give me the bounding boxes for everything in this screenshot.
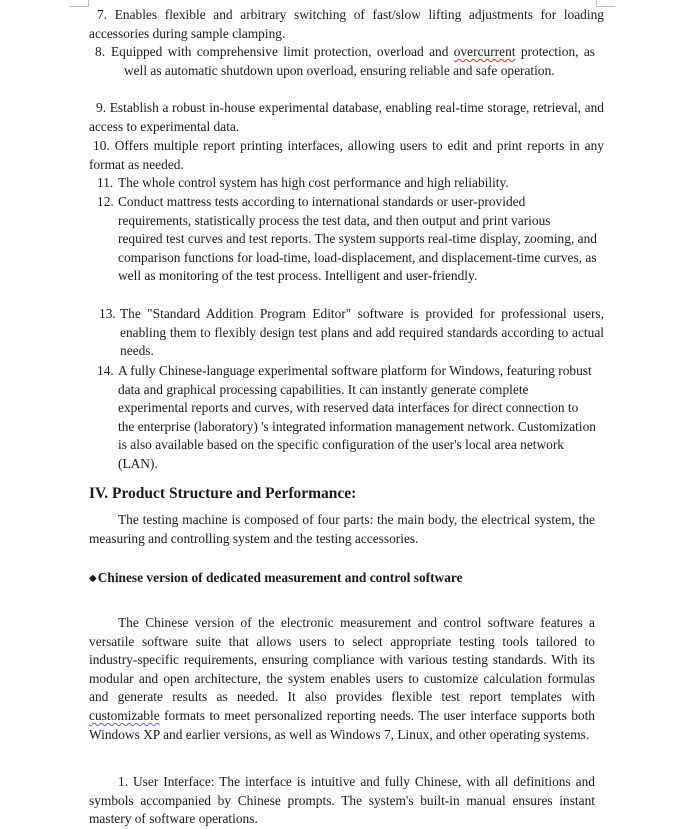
list-item-text: The "Standard Addition Program Editor" software is provided for professional users, enabling them to flexibly design test plans and add required standards according to actual needs. [120,306,604,359]
list-item-number: 12. [97,194,114,209]
list-item-8 [95,43,595,80]
diamond-bullet-icon: ◆ [89,573,97,584]
software-paragraph-text: The Chinese version of the electronic measurement and control software features a versatile software suite that allows users to select appropriate testing tools tailored to industry-specific requirements, ensuring compliance with various testing standards. With its modular and open architecture, the system enables users to customize calculation formulas and generate results as needed. It also provides flexible test report templates with [89,615,595,705]
user-interface-paragraph: 1. User Interface: The interface is intuitive and fully Chinese, with all definitions and symbols accompanied by Chinese prompts. The system's built-in manual ensures instant mastery of software operations. [89,774,595,827]
list-item-text-continued: protection, as well as automatic shutdown upon overload, ensuring reliable and safe operation. [124,44,595,78]
list-item-12 [97,193,597,286]
list-item-number: 9. [96,100,107,115]
list-item-text: Establish a robust in-house experimental database, enabling real-time storage, retrieval, and access to experimental data. [89,100,604,134]
list-item-number: 7. [97,7,108,22]
list-item-number: 14. [97,363,114,378]
list-item-10 [89,137,604,174]
software-paragraph [89,614,595,744]
list-item-text: The whole control system has high cost performance and high reliability. [118,175,509,190]
list-item-number: 13. [99,306,116,321]
list-item-9 [89,99,604,136]
list-item-text: Equipped with comprehensive limit protection, overload and [111,44,454,59]
list-item-14 [97,362,597,474]
list-item-number: 8. [95,44,106,59]
list-item-11 [97,174,597,193]
list-item-text: Enables flexible and arbitrary switching of fast/slow lifting adjustments for loading accessories during sample clamping. [89,7,604,41]
page-corner-mark-left [70,0,89,7]
list-item-text: Offers multiple report printing interfaces, allowing users to edit and print reports in any format as needed. [89,138,604,172]
structure-paragraph: The testing machine is composed of four parts: the main body, the electrical system, the measuring and controlling system and the testing accessories. [89,512,595,546]
grammar-flagged-word[interactable]: customizable [89,707,160,723]
list-item-text: A fully Chinese-language experimental software platform for Windows, featuring robust data and graphical processing capabilities. It can instantly generate complete experimental reports and curves, with reserved data interfaces for direct connection to the enterprise (laboratory) 's integrated information management network. Customization is also available based on the specific configuration of the user's local area network (LAN). [118,363,597,471]
list-item-13 [99,305,604,361]
list-item-7 [89,6,604,43]
list-item-number: 11. [97,175,114,190]
software-paragraph-text-continued: formats to meet personalized reporting needs. The user interface supports both Windows XP and earlier versions, as well as Windows 7, Linux, and other operating systems. [89,707,595,742]
spellcheck-flagged-word[interactable]: overcurrent [453,44,516,59]
software-subheading [89,569,463,589]
list-item-number: 10. [93,138,110,153]
section-heading: IV. Product Structure and Performance: [89,485,357,502]
subheading-text: Chinese version of dedicated measurement and control software [97,570,463,585]
list-item-text: Conduct mattress tests according to international standards or user-provided requirements, statistically process the test data, and then output and print various required test curves and test reports. The system supports real-time display, zooming, and comparison functions for load-time, load-displacement, and displacement-time curves, as well as monitoring of the test process. Intelligent and user-friendly. [118,194,597,284]
